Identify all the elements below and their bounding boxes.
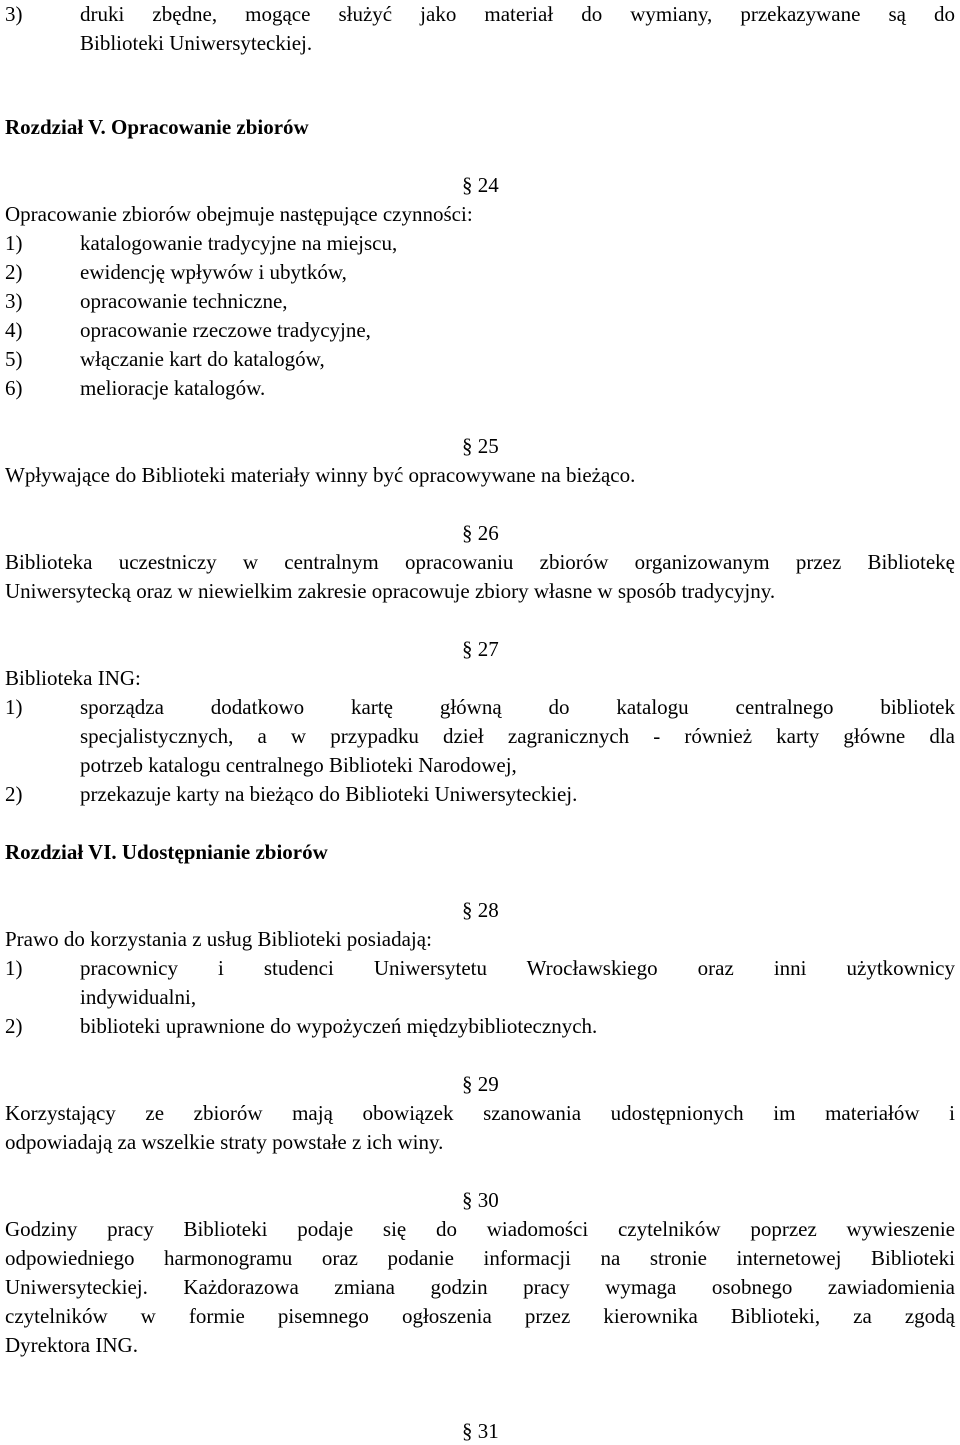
paragraph-line: Uniwersytecką oraz w niewielkim zakresie opracowuje zbiory własne w sposób tradycyjny. <box>5 579 776 603</box>
paragraph-line: Biblioteka uczestniczy w centralnym opracowaniu zbiorów organizowanym przez Bibliotekę <box>5 550 955 574</box>
section-mark: § 26 <box>462 521 499 545</box>
list-item-text: włączanie kart do katalogów, <box>80 347 325 371</box>
section-mark: § 25 <box>462 434 499 458</box>
chapter-heading: Rozdział VI. Udostępnianie zbiorów <box>5 840 328 864</box>
section-mark: § 30 <box>462 1188 499 1212</box>
list-item <box>5 0 80 28</box>
list-item-text: katalogowanie tradycyjne na miejscu, <box>80 231 398 255</box>
paragraph: Biblioteka ING: <box>5 666 141 690</box>
list-number: 1) <box>5 231 23 255</box>
list-number: 2) <box>5 260 23 284</box>
list-item-text: druki zbędne, mogące służyć jako materiał do wymiany, przekazywane są do <box>80 2 955 26</box>
list-item <box>5 1012 597 1040</box>
list-item <box>5 780 577 808</box>
list-item-text: specjalistycznych, a w przypadku dzieł zagranicznych - również karty główne dla <box>80 724 955 748</box>
list-item-text: opracowanie rzeczowe tradycyjne, <box>80 318 371 342</box>
section-mark: § 29 <box>462 1072 499 1096</box>
paragraph: Prawo do korzystania z usług Biblioteki posiadają: <box>5 927 432 951</box>
paragraph-line: czytelników w formie pisemnego ogłoszenia przez kierownika Biblioteki, za zgodą <box>5 1304 955 1328</box>
list-item <box>5 229 397 257</box>
list-item <box>5 374 265 402</box>
list-item-text: opracowanie techniczne, <box>80 289 288 313</box>
list-item-text: potrzeb katalogu centralnego Biblioteki Narodowej, <box>80 753 517 777</box>
list-item <box>5 316 371 344</box>
list-number: 1) <box>5 695 23 719</box>
list-number: 2) <box>5 782 23 806</box>
paragraph: Opracowanie zbiorów obejmuje następujące czynności: <box>5 202 473 226</box>
paragraph-line: Godziny pracy Biblioteki podaje się do wiadomości czytelników poprzez wywieszenie <box>5 1217 955 1241</box>
list-item <box>5 345 325 373</box>
list-number: 6) <box>5 376 23 400</box>
list-number: 5) <box>5 347 23 371</box>
list-item-text: Biblioteki Uniwersyteckiej. <box>80 31 313 55</box>
list-number: 3) <box>5 2 23 26</box>
section-mark: § 31 <box>462 1419 499 1443</box>
list-item-text: melioracje katalogów. <box>80 376 266 400</box>
list-item <box>5 258 347 286</box>
list-item-text: pracownicy i studenci Uniwersytetu Wrocławskiego oraz inni użytkownicy <box>80 956 955 980</box>
list-item <box>5 954 80 982</box>
list-number: 2) <box>5 1014 23 1038</box>
list-number: 1) <box>5 956 23 980</box>
paragraph-line: Uniwersyteckiej. Każdorazowa zmiana godzin pracy wymaga osobnego zawiadomienia <box>5 1275 955 1299</box>
paragraph-line: odpowiedniego harmonogramu oraz podanie informacji na stronie internetowej Biblioteki <box>5 1246 955 1270</box>
list-number: 3) <box>5 289 23 313</box>
list-item-text: ewidencję wpływów i ubytków, <box>80 260 347 284</box>
chapter-heading: Rozdział V. Opracowanie zbiorów <box>5 115 309 139</box>
section-mark: § 24 <box>462 173 499 197</box>
paragraph-line: Korzystający ze zbiorów mają obowiązek szanowania udostępnionych im materiałów i <box>5 1101 955 1125</box>
list-item-text: biblioteki uprawnione do wypożyczeń międzybibliotecznych. <box>80 1014 598 1038</box>
list-number: 4) <box>5 318 23 342</box>
section-mark: § 27 <box>462 637 499 661</box>
list-item-text: sporządza dodatkowo kartę główną do katalogu centralnego bibliotek <box>80 695 955 719</box>
list-item <box>5 287 288 315</box>
list-item-text: przekazuje karty na bieżąco do Biblioteki Uniwersyteckiej. <box>80 782 578 806</box>
paragraph: Wpływające do Biblioteki materiały winny być opracowywane na bieżąco. <box>5 463 636 487</box>
list-item-text: indywidualni, <box>80 985 197 1009</box>
list-item <box>5 693 80 721</box>
section-mark: § 28 <box>462 898 499 922</box>
paragraph-line: odpowiadają za wszelkie straty powstałe z ich winy. <box>5 1130 444 1154</box>
paragraph-line: Dyrektora ING. <box>5 1333 138 1357</box>
